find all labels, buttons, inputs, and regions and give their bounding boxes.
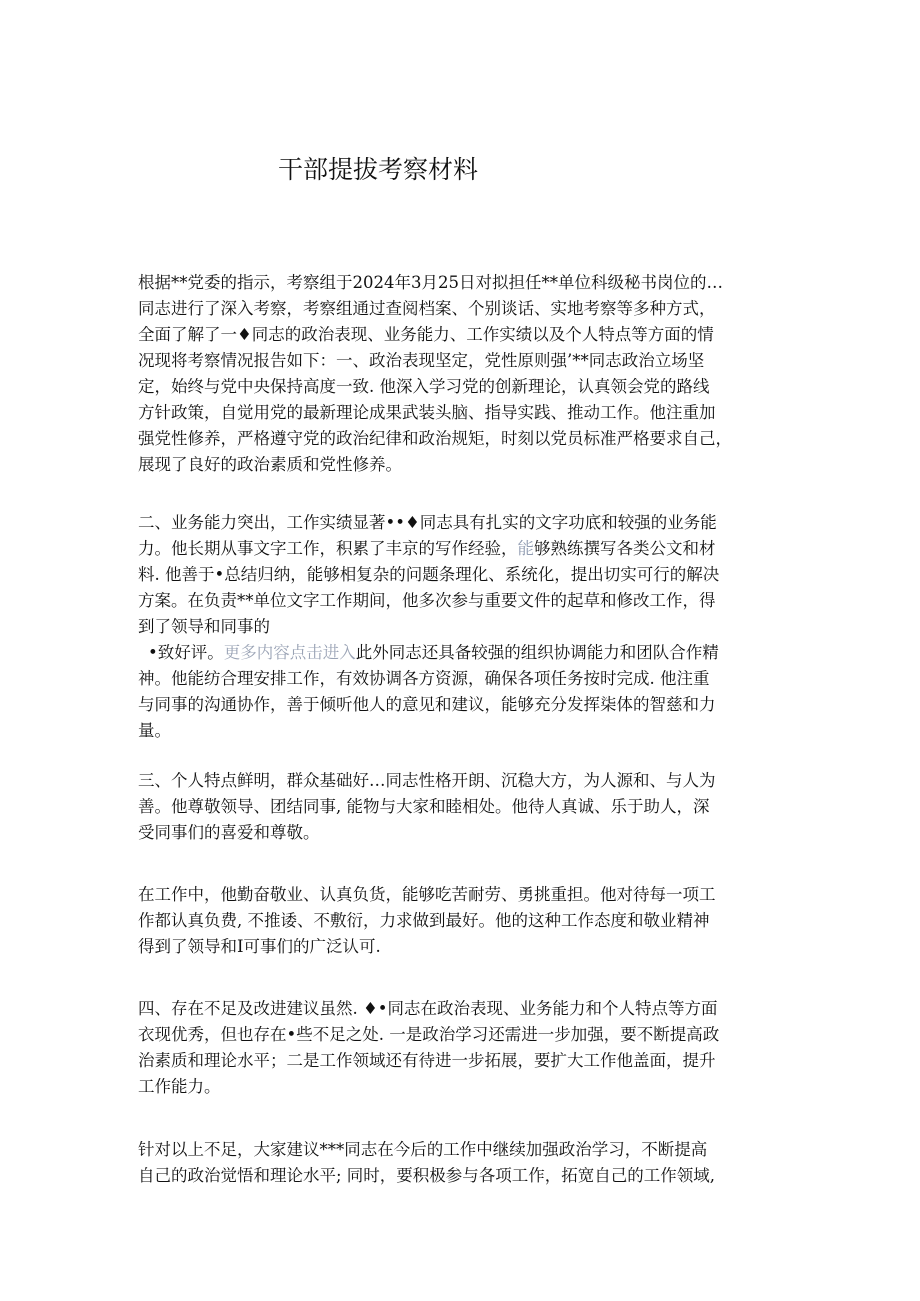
paragraph-line: 受同事们的喜爱和尊敬。	[138, 823, 320, 842]
line-text: 此外同志还具备较强的组织协调能力和团队合作精	[355, 643, 719, 662]
page-title: 干部提拔考察材料	[278, 155, 479, 184]
paragraph-intro	[138, 270, 794, 478]
paragraph-suggestions	[138, 1137, 794, 1189]
paragraph-line: 治素质和理论水平；二是工作领域还有待进一步拓展，要扩大工作他盖面，提升	[138, 1051, 716, 1070]
paragraph-line: 料. 他善于•总结归纳，能够相复杂的问题条理化、系统化，提出切实可行的解决	[138, 565, 720, 584]
paragraph-line: 根据**党委的指示，考察组于2024年3月25日对拟担任**单位科级秘书岗位的…	[138, 273, 723, 292]
paragraph-line: 同志进行了深入考察，考察组通过查阅档案、个别谈话、实地考察等多种方式，	[138, 299, 716, 318]
paragraph-line: 二、业务能力突出，工作实绩显著••♦同志具有扎实的文字功底和较强的业务能	[138, 513, 717, 532]
paragraph-line: 在工作中，他勤奋敬业、认真负货，能够吃苦耐劳、勇挑重担。他对待每一项工	[138, 885, 716, 904]
paragraph-line: 四、存在不足及改进建议虽然. ♦•同志在政治表现、业务能力和个人特点等方面	[138, 999, 718, 1018]
paragraph-line: 善。他尊敬领导、团结同事, 能物与大家和睦相处。他待人真诚、乐于助人，深	[138, 797, 710, 816]
inline-link[interactable]: 能	[517, 539, 534, 558]
paragraph-line: 强党性修养，严格遵守党的政治纪律和政治规矩，时刻以党员标准严格要求自己，	[138, 429, 732, 448]
paragraph-line: 工作能力。	[138, 1077, 221, 1096]
paragraph-line: 全面了解了一♦同志的政治表现、业务能力、工作实绩以及个人特点等方面的情	[138, 325, 714, 344]
paragraph-line: 到了领导和同事的	[138, 617, 270, 636]
paragraph-line: 量。	[138, 721, 171, 740]
paragraph-line: 衣现优秀，但也存在•些不足之处. 一是政治学习还需进一步加强，要不断提高政	[138, 1025, 720, 1044]
paragraph-line: 三、个人特点鲜明，群众基础好…同志性格开朗、沉稳大方，为人源和、与人为	[138, 771, 716, 790]
line-text: 够熟练撰写各类公文和材	[534, 539, 716, 558]
paragraph-line: 定，始终与党中央保持高度一致. 他深入学习党的创新理论，认真领会党的路线	[138, 377, 710, 396]
more-content-link[interactable]: 更多内容点击进入	[223, 643, 356, 662]
paragraph-line	[138, 536, 794, 562]
paragraph-section-2	[138, 510, 794, 744]
paragraph-section-4	[138, 996, 794, 1100]
paragraph-line: 作都认真负费, 不推诿、不敷衍，力求做到最好。他的这种工作态度和敬业精神	[138, 911, 710, 930]
paragraph-line: 自己的政治觉悟和理论水平; 同时，要积极参与各项工作，拓宽自己的工作领域,	[138, 1166, 716, 1185]
paragraph-work-attitude	[138, 882, 794, 960]
line-text: 力。他长期从事文字工作，积累了丰京的写作经验，	[138, 539, 518, 558]
paragraph-line: 与同事的沟通协作，善于倾听他人的意见和建议，能够充分发挥柒体的智慈和力	[138, 695, 716, 714]
paragraph-line: 展现了良好的政治素质和党性修养。	[138, 455, 402, 474]
line-text: •致好评。	[148, 643, 224, 662]
paragraph-line: 得到了领导和I可事们的广泛认可.	[138, 937, 381, 956]
paragraph-line: 况现将考察情况报告如下：一、政治表现坚定，党性原则强’**同志政治立场坚	[138, 351, 705, 370]
paragraph-line: 针对以上不足，大家建议***同志在今后的工作中继续加强政治学习，不断提高	[138, 1140, 708, 1159]
paragraph-line: 神。他能纺合理安排工作，有效协调各方资源，确保各项任务按时完成. 他注重	[138, 669, 710, 688]
paragraph-line: 方针政策，自觉用党的最新理论成果武装头脑、指导实践、推动工作。他注重加	[138, 403, 716, 422]
paragraph-section-3	[138, 768, 794, 846]
paragraph-line: 方案。在负责**单位文字工作期间，他多次参与重要文件的起草和修改工作，得	[138, 591, 716, 610]
paragraph-line	[138, 640, 794, 666]
